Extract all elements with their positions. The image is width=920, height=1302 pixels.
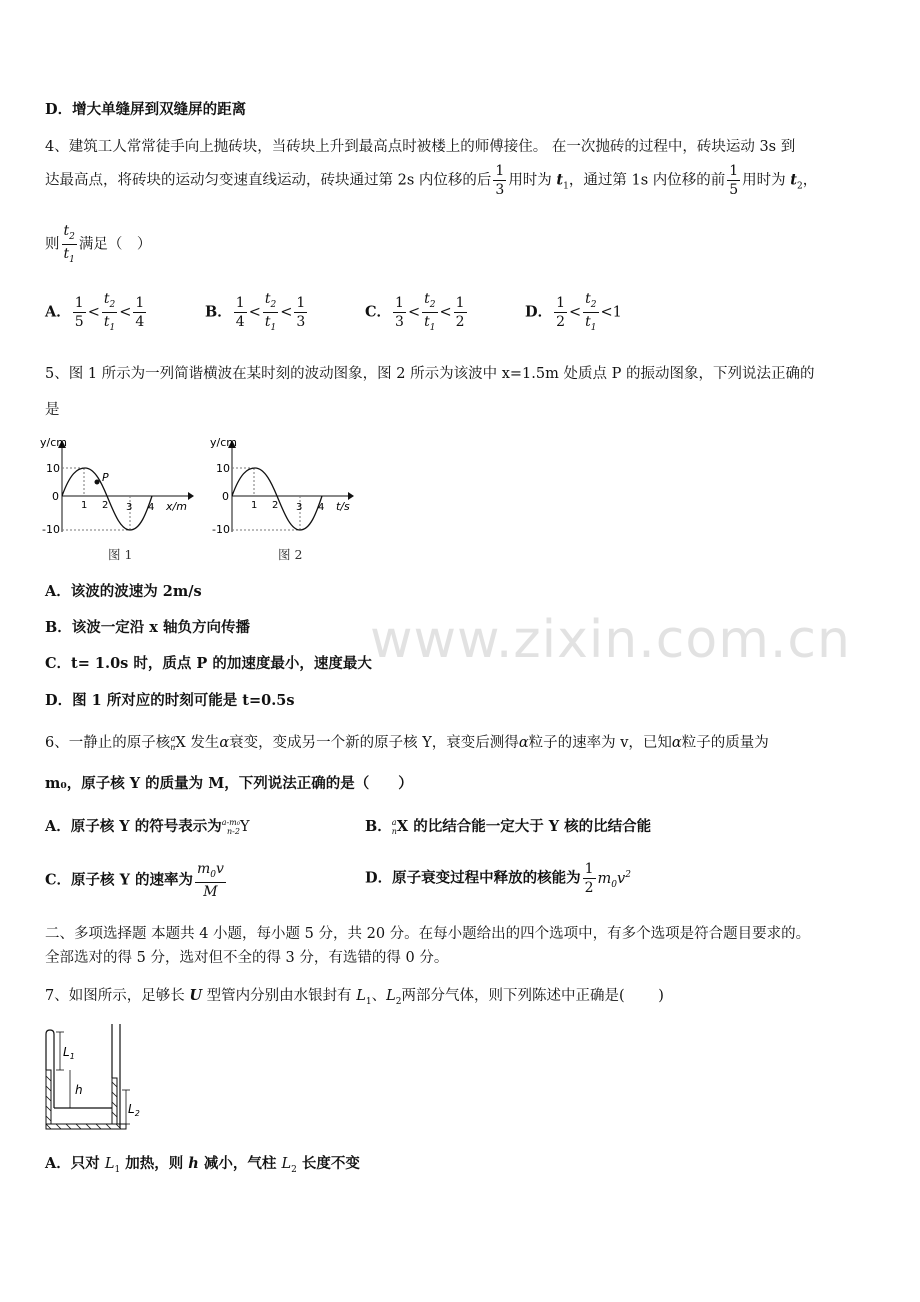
q6-line2: m₀，原子核 Y 的质量为 M，下列说法正确的是（ ） [45,775,413,792]
fig1-tick-x: 1 [81,500,88,511]
label-h: h [75,1083,83,1097]
fig1-caption: 图 1 [108,547,133,562]
q6-option-a: A．原子核 Y 的符号表示为a-m₀ n-2Y [45,818,250,836]
q6-line1: 6、一静止的原子核a nX 发生α衰变，变成另一个新的原子核 Y，衰变后测得α粒子的速率为 v，已知α粒子的质量为 [45,734,769,752]
q6-option-b: B．a nX 的比结合能一定大于 Y 核的比结合能 [365,818,652,836]
fig1-tick-y: 10 [46,462,60,475]
fig1-xlabel: x/m [166,500,187,513]
q4-option-d: D． $\frac{1}{2}$ < $\frac{t_2}{t_1}$ <1 [525,291,622,333]
wave-figure-1 [40,432,200,542]
q4-line1: 4、建筑工人常常徒手向上抛砖块，当砖块上升到最高点时被楼上的师傅接住。 在一次抛砖的过程中，砖块运动 3s 到 [45,139,796,155]
fig1-tick-x: 3 [126,502,133,513]
q4-line2: 达最高点，将砖块的运动匀变速直线运动，砖块通过第 2s 内位移的后 $\frac{1}{3}$ 用时为 $t_1$，通过第 1s 内位移的前 $\frac{1}{5}$ 用时为 $t_2$， [45,163,818,198]
q5-line1: 5、图 1 所示为一列简谐横波在某时刻的波动图象，图 2 所示为该波中 x=1.5m 处质点 P 的振动图象，下列说法正确的 [45,366,815,382]
q6-option-d: D．原子衰变过程中释放的核能为 $\frac{1}{2}$ $m_0v^2$ [365,861,631,896]
fig2-tick-x: 3 [296,502,303,513]
fig2-tick-x: 4 [318,502,325,513]
q5-option-b: B．该波一定沿 x 轴负方向传播 [45,619,250,636]
q5-option-c: C．t= 1.0s 时，质点 P 的加速度最小，速度最大 [45,655,372,672]
fig1-tick-y: -10 [42,523,60,536]
watermark: www.zixin.com.cn [370,610,851,670]
q7-line1: 7、如图所示，足够长 U 型管内分别由水银封有 $L_1$、$L_2$两部分气体，则下列陈述中正确是( ) [45,987,664,1007]
fig1-point-label: P [102,471,109,484]
fig1-tick-x: 4 [148,502,155,513]
fig2-tick-x: 2 [272,500,279,511]
fig2-caption: 图 2 [278,547,303,562]
vibration-figure-2 [210,432,370,542]
label-L1: $L_1$ [63,1045,75,1061]
q4-option-b: B． $\frac{1}{4}$ < $\frac{t_2}{t_1}$ < $\frac{1}{3}$ [205,291,306,333]
q5-option-d: D．图 1 所对应的时刻可能是 t=0.5s [45,692,295,709]
fig2-tick-y: -10 [212,523,230,536]
fig1-tick-y: 0 [52,490,59,503]
q5-line2: 是 [45,402,60,418]
fig1-ylabel: y/cm [40,436,67,449]
q5-option-a: A．该波的波速为 2m/s [45,583,202,600]
fig2-ylabel: y/cm [210,436,237,449]
q7-option-a: A．只对 $L_1$ 加热，则 h 减小，气柱 $L_2$ 长度不变 [45,1155,360,1175]
label-L2: $L_2$ [128,1102,140,1118]
section2-line2: 全部选对的得 5 分，选对但不全的得 3 分，有选错的得 0 分。 [45,950,449,966]
q3-option-d: D．增大单缝屏到双缝屏的距离 [45,101,247,118]
u-tube-figure [40,1020,140,1132]
fig2-tick-y: 0 [222,490,229,503]
q4-option-c: C． $\frac{1}{3}$ < $\frac{t_2}{t_1}$ < $\frac{1}{2}$ [365,291,465,333]
q4-option-a: A． $\frac{1}{5}$ < $\frac{t_2}{t_1}$ < $\frac{1}{4}$ [45,291,145,333]
fig2-xlabel: t/s [336,500,350,513]
section2-line1: 二、多项选择题 本题共 4 小题，每小题 5 分，共 20 分。在每小题给出的四个选项中，有多个选项是符合题目要求的。 [45,926,811,942]
fig1-tick-x: 2 [102,500,109,511]
fig2-tick-x: 1 [251,500,258,511]
q4-line3: 则 $\frac{t_2}{t_1}$ 满足（ ） [45,223,152,265]
q6-option-c: C．原子核 Y 的速率为 $\frac{m_0v}{M}$ [45,861,224,900]
fig2-tick-y: 10 [216,462,230,475]
